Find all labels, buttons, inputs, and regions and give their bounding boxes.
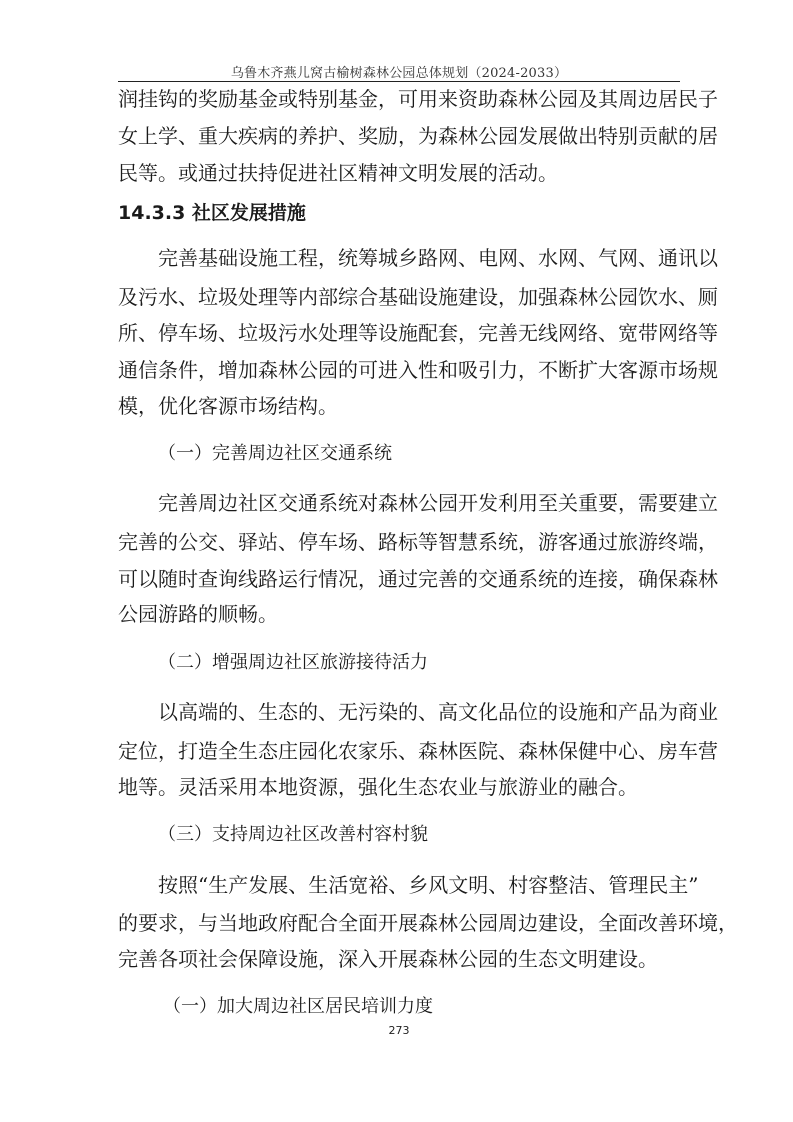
paragraph-line: 定位，打造全生态庄园化农家乐、森林医院、森林保健中心、房车营 <box>118 739 718 763</box>
paragraph-line: 公园游路的顺畅。 <box>118 602 278 626</box>
paragraph-line: 以高端的、生态的、无污染的、高文化品位的设施和产品为商业 <box>158 700 718 724</box>
section-heading: 14.3.3 社区发展措施 <box>118 202 306 224</box>
paragraph-line: 通信条件，增加森林公园的可进入性和吸引力，不断扩大客源市场规 <box>118 358 718 382</box>
paragraph-line: 可以随时查询线路运行情况，通过完善的交通系统的连接，确保森林 <box>118 567 718 591</box>
paragraph-line: 民等。或通过扶持促进社区精神文明发展的活动。 <box>118 161 558 185</box>
paragraph-line: 完善的公交、驿站、停车场、路标等智慧系统，游客通过旅游终端， <box>118 530 718 554</box>
subsection-heading: （三）支持周边社区改善村容村貌 <box>158 824 428 845</box>
page-number: 273 <box>388 1024 410 1037</box>
paragraph-line: 模，优化客源市场结构。 <box>118 394 338 418</box>
paragraph-line: 润挂钩的奖励基金或特别基金，可用来资助森林公园及其周边居民子 <box>118 87 718 111</box>
paragraph-line: 地等。灵活采用本地资源，强化生态农业与旅游业的融合。 <box>118 775 638 799</box>
page-header: 乌鲁木齐燕儿窝古榆树森林公园总体规划（2024-2033） <box>230 66 568 81</box>
paragraph-line: 所、停车场、垃圾污水处理等设施配套，完善无线网络、宽带网络等 <box>118 321 718 345</box>
subsection-heading: （一）加大周边社区居民培训力度 <box>163 996 433 1017</box>
header-divider <box>118 81 680 82</box>
paragraph-line: 及污水、垃圾处理等内部综合基础设施建设，加强森林公园饮水、厕 <box>118 285 718 309</box>
paragraph-line: 按照“生产发展、生活宽裕、乡风文明、村容整洁、管理民主” <box>158 873 699 897</box>
paragraph-line: 的要求，与当地政府配合全面开展森林公园周边建设，全面改善环境， <box>118 911 738 935</box>
paragraph-line: 完善基础设施工程，统筹城乡路网、电网、水网、气网、通讯以 <box>158 246 718 270</box>
paragraph-line: 女上学、重大疾病的养护、奖励，为森林公园发展做出特别贡献的居 <box>118 124 718 148</box>
subsection-heading: （二）增强周边社区旅游接待活力 <box>158 652 428 673</box>
subsection-heading: （一）完善周边社区交通系统 <box>158 443 392 464</box>
paragraph-line: 完善周边社区交通系统对森林公园开发利用至关重要，需要建立 <box>158 491 718 515</box>
paragraph-line: 完善各项社会保障设施，深入开展森林公园的生态文明建设。 <box>118 947 658 971</box>
